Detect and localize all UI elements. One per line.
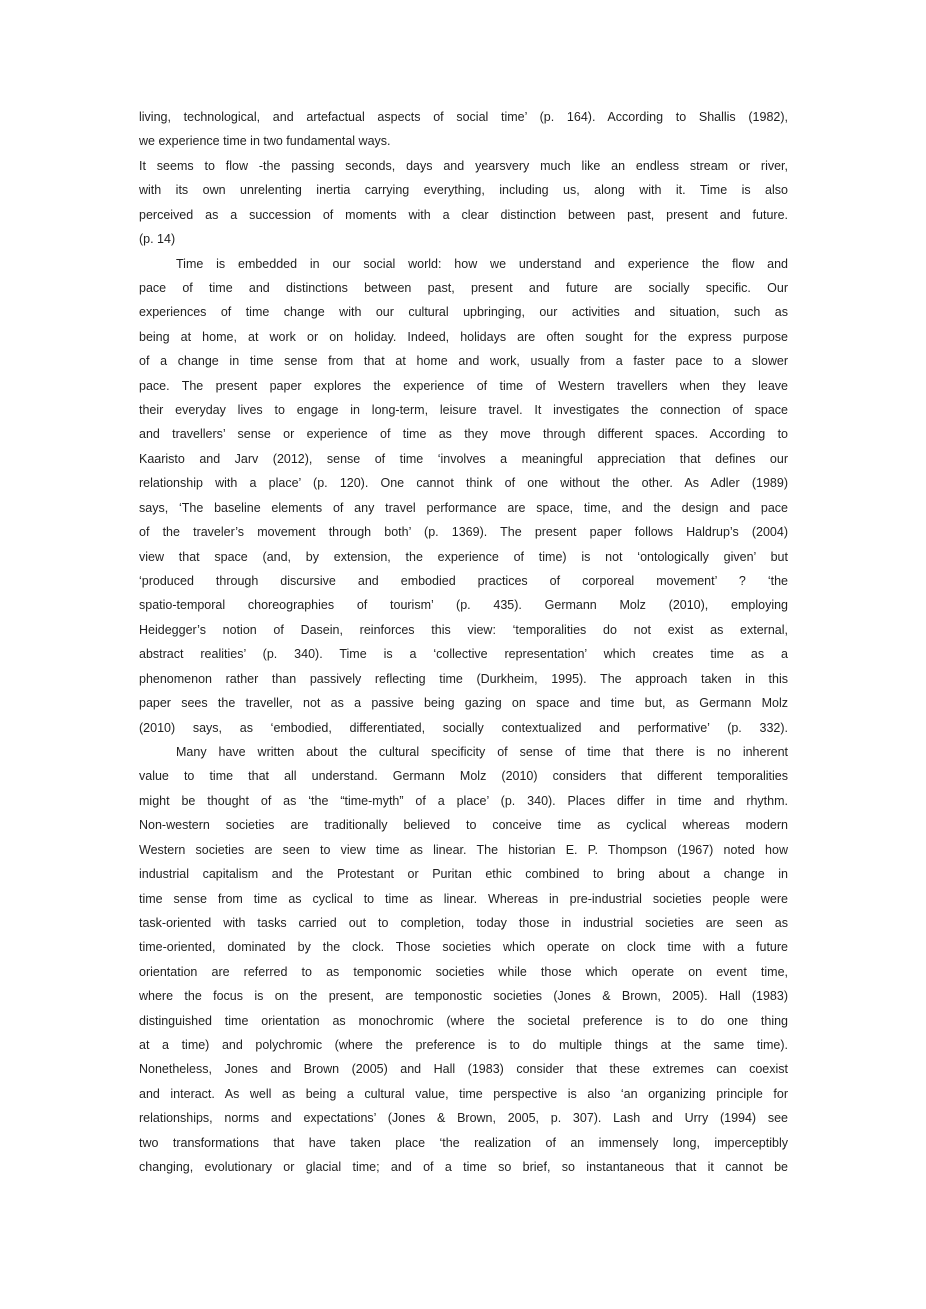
text-line: spatio-temporal choreographies of tourism’ (p. 435). Germann Molz (2010), employing bbox=[139, 598, 788, 613]
text-line: pace. The present paper explores the experience of time of Western travellers when they leave bbox=[139, 378, 788, 393]
text-line: living, technological, and artefactual aspects of social time’ (p. 164). According to Shallis (1982), bbox=[139, 110, 788, 124]
text-line: industrial capitalism and the Protestant or Puritan ethic combined to bring about a change in bbox=[139, 867, 788, 882]
text-line: says, ‘The baseline elements of any travel performance are space, time, and the design and pace bbox=[139, 500, 788, 515]
text-line: their everyday lives to engage in long-term, leisure travel. It investigates the connection of space bbox=[139, 403, 788, 418]
block-quote bbox=[139, 154, 788, 252]
text-line: two transformations that have taken place ‘the realization of an immensely long, imperceptibly bbox=[139, 1135, 788, 1150]
text-line: view that space (and, by extension, the experience of time) is not ‘ontologically given’ but bbox=[139, 549, 788, 564]
text-line: Time is embedded in our social world: how we understand and experience the flow and bbox=[176, 256, 788, 271]
text-line: relationships, norms and expectations’ (Jones & Brown, 2005, p. 307). Lash and Urry (1994) see bbox=[139, 1111, 788, 1126]
text-line: (p. 14) bbox=[139, 232, 176, 247]
text-line: changing, evolutionary or glacial time; and of a time so brief, so instantaneous that it cannot be bbox=[139, 1160, 788, 1175]
text-line: distinguished time orientation as monochromic (where the societal preference is to do one thing bbox=[139, 1013, 788, 1028]
text-line: abstract realities’ (p. 340). Time is a ‘collective representation’ which creates time as a bbox=[139, 647, 788, 662]
text-line: Western societies are seen to view time as linear. The historian E. P. Thompson (1967) noted how bbox=[139, 842, 788, 857]
text-line: of a change in time sense from that at home and work, usually from a faster pace to a slower bbox=[139, 354, 788, 369]
text-line: experiences of time change with our cultural upbringing, our activities and situation, such as bbox=[139, 305, 788, 320]
text-line: It seems to flow -the passing seconds, days and yearsvery much like an endless stream or river, bbox=[139, 158, 788, 173]
paragraph bbox=[139, 252, 788, 740]
text-line: orientation are referred to as temponomic societies while those which operate on event time, bbox=[139, 964, 788, 979]
text-line: (2010) says, as ‘embodied, differentiated, socially contextualized and performative’ (p. 332). bbox=[139, 720, 788, 735]
text-line: relationship with a place’ (p. 120). One cannot think of one without the other. As Adler (1989) bbox=[139, 476, 788, 491]
text-line: time sense from time as cyclical to time as linear. Whereas in pre-industrial societies people were bbox=[139, 891, 788, 906]
text-line: pace of time and distinctions between past, present and future are socially specific. Our bbox=[139, 280, 788, 295]
text-line: we experience time in two fundamental ways. bbox=[139, 134, 391, 149]
text-line: perceived as a succession of moments with a clear distinction between past, present and future. bbox=[139, 207, 788, 222]
text-line: phenomenon rather than passively reflecting time (Durkheim, 1995). The approach taken in this bbox=[139, 671, 788, 686]
text-line: paper sees the traveller, not as a passive being gazing on space and time but, as Germann Molz bbox=[139, 696, 788, 711]
paragraph-continuation bbox=[139, 105, 788, 154]
paragraph bbox=[139, 740, 788, 1180]
document-body bbox=[139, 105, 788, 1180]
text-line: time-oriented, dominated by the clock. Those societies which operate on clock time with a future bbox=[139, 940, 788, 955]
text-line: Nonetheless, Jones and Brown (2005) and Hall (1983) consider that these extremes can coexist bbox=[139, 1062, 788, 1077]
text-line: ‘produced through discursive and embodied practices of corporeal movement’ ? ‘the bbox=[139, 574, 788, 589]
text-line: of the traveler’s movement through both’ (p. 1369). The present paper follows Haldrup’s (2004) bbox=[139, 525, 788, 540]
text-line: with its own unrelenting inertia carrying everything, including us, along with it. Time is also bbox=[139, 183, 788, 198]
text-line: value to time that all understand. Germann Molz (2010) considers that different temporalities bbox=[139, 769, 788, 784]
text-line: where the focus is on the present, are temponostic societies (Jones & Brown, 2005). Hall (1983) bbox=[139, 989, 788, 1004]
text-line: being at home, at work or on holiday. Indeed, holidays are often sought for the express purpose bbox=[139, 329, 788, 344]
text-line: task-oriented with tasks carried out to completion, today those in industrial societies are seen as bbox=[139, 915, 788, 930]
text-line: Non-western societies are traditionally believed to conceive time as cyclical whereas modern bbox=[139, 818, 788, 833]
text-line: at a time) and polychromic (where the preference is to do multiple things at the same time). bbox=[139, 1038, 788, 1053]
text-line: and interact. As well as being a cultural value, time perspective is also ‘an organizing principle for bbox=[139, 1086, 788, 1101]
text-line: Many have written about the cultural specificity of sense of time that there is no inherent bbox=[176, 744, 788, 759]
text-line: might be thought of as ‘the “time-myth” of a place’ (p. 340). Places differ in time and rhythm. bbox=[139, 793, 788, 808]
text-line: Kaaristo and Jarv (2012), sense of time ‘involves a meaningful appreciation that defines our bbox=[139, 451, 788, 466]
text-line: and travellers’ sense or experience of time as they move through different spaces. According to bbox=[139, 427, 788, 442]
text-line: Heidegger’s notion of Dasein, reinforces this view: ‘temporalities do not exist as external, bbox=[139, 622, 788, 637]
